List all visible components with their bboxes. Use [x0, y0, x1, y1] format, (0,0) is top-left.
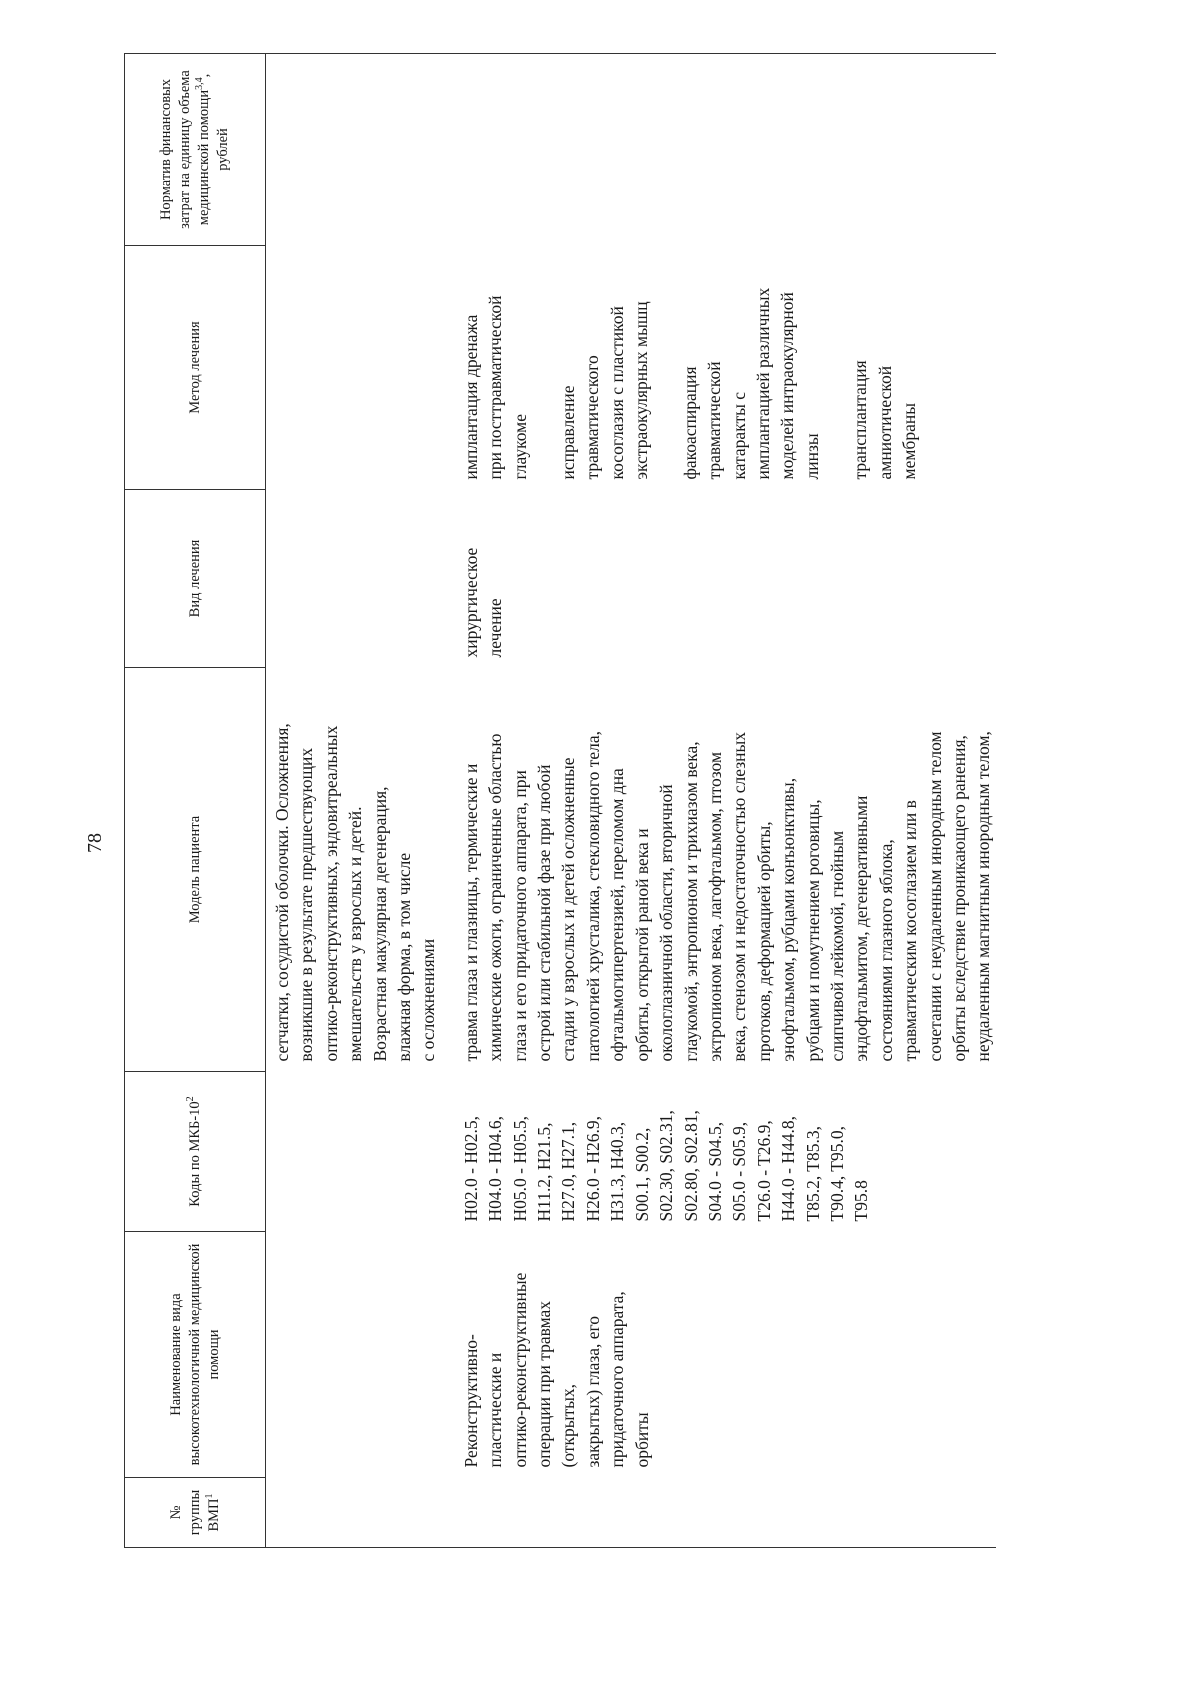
cell-treatment-type: хирургическое лечение: [460, 547, 506, 658]
header-patient-model: Модель пациента: [125, 668, 266, 1072]
header-vmp-name: Наименование вида высокотехнологичной медицинской помощи: [125, 1232, 266, 1478]
method-item: факоаспирация травматической катаракты с имплантацией различных моделей интраокулярной линзы: [679, 287, 822, 480]
header-treatment-type: Вид лечения: [125, 490, 266, 668]
method-item: трансплантация амниотической мембраны: [850, 360, 919, 480]
cell-vmp-name: Реконструктивно-пластические и оптико-реконструктивные операции при травмах (открытых, закрытых) глаза, его придаточного аппарата, орбиты: [460, 1272, 652, 1468]
vmp-table: [124, 53, 996, 1548]
cell-treatment-methods: [455, 246, 996, 490]
header-cost-norm: Норматив финансовых затрат на единицу объема медицинской помощи$^{3,4}$, рублей: [125, 54, 266, 246]
cell-patient-model: травма глаза и глазницы, термические и химические ожоги, ограниченные областью глаза и его придаточного аппарата, при острой или стабильной фазе при любой стадии у взрослых и детей осложненные патологией хрусталика, стекловидного тела, офтальмогипертензией, переломом дна орбиты, открытой раной века и окологлазничной области, вторичной глаукомой, энтропионом и трихиазом века, эктропионом века, лагофтальмом, птозом века, стенозом и недостаточностью слезных протоков, деформацией орбиты, энофтальмом, рубцами конъюнктивы, рубцами и помутнением роговицы, слипчивой лейкомой, гнойным эндофтальмитом, дегенеративными состояниями глазного яблока, травматическим косоглазием или в сочетании с неудаленным инородным телом орбиты вследствие проникающего ранения, неудаленным магнитным инородным телом,: [460, 730, 994, 1062]
table-row: [455, 54, 996, 1548]
method-item: имплантация дренажа при посттравматической глаукоме: [460, 295, 530, 480]
table-row-continuation: [266, 54, 441, 1548]
header-mkb-codes: Коды по МКБ-$10^2$: [125, 1072, 266, 1232]
method-item: исправление травматического косоглазия с пластикой экстраокулярных мышц: [558, 301, 652, 480]
page-number: 78: [84, 833, 106, 853]
cell-cost-norm: [455, 54, 996, 246]
header-treatment-method: Метод лечения: [125, 246, 266, 490]
table-header-row: [125, 54, 266, 1548]
cell-mkb-codes: H02.0 - H02.5, H04.0 - H04.6, H05.0 - H05.5, H11.2, H21.5, H27.0, H27.1, H26.0 - H26.9, H31.3, H40.3, S00.1, S00.2, S02.30, S02.31, S02.80, S02.81, S04.0 - S04.5, S05.0 - S05.9, T26.0 - T26.9, H44.0 - H44.8, T85.2, T85.3, T90.4, T95.0, T95.8: [460, 1110, 872, 1222]
header-group-no: № группы ВМП$^1$: [125, 1478, 266, 1548]
continuation-patient-model: сетчатки, сосудистой оболочки. Осложнения, возникшие в результате предшествующих оптико-реконструктивных, эндовитреальных вмешательств у взрослых и детей. Возрастная макулярная дегенерация, влажная форма, в том числе с осложнениями: [272, 723, 439, 1062]
cell-group-no: [455, 1478, 996, 1548]
